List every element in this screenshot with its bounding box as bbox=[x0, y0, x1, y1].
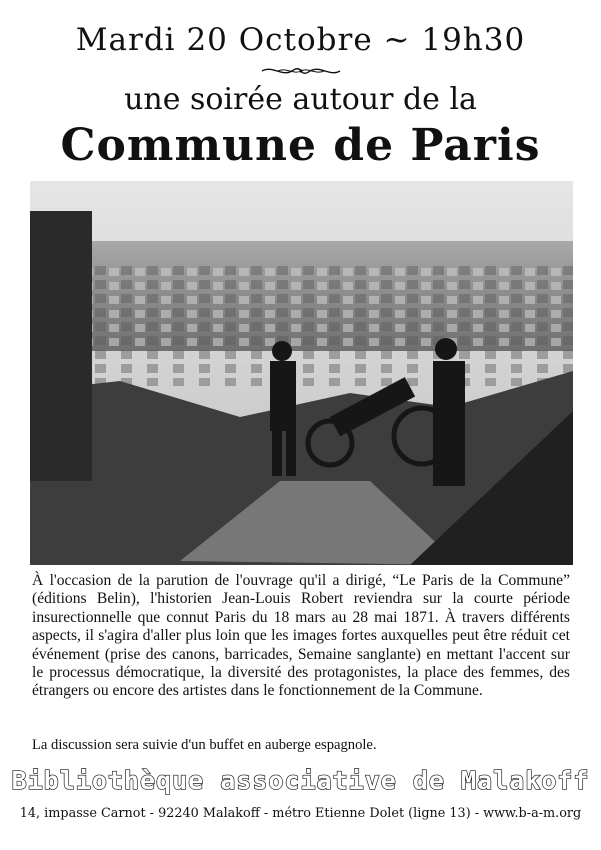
historic-photo bbox=[30, 181, 573, 565]
event-date: Mardi 20 Octobre ~ 19h30 bbox=[75, 22, 526, 58]
flourish-ornament-icon bbox=[258, 64, 344, 78]
library-name: Bibliothèque associative de Malakoff bbox=[11, 766, 590, 795]
buffet-note: La discussion sera suivie d'un buffet en auberge espagnole. bbox=[32, 737, 377, 753]
historic-photo-paris-cannon-icon bbox=[30, 181, 573, 565]
event-subtitle: une soirée autour de la bbox=[124, 82, 477, 117]
event-description: À l'occasion de la parution de l'ouvrage qu'il a dirigé, “Le Paris de la Commune” (éditions Belin), l'historien Jean-Louis Robert reviendra sur la courte période insurectionnelle que connut Paris du 18 mars au 28 mai 1871. À travers différents aspects, il s'agira d'aller plus loin que les images fortes auxquelles peut être réduit cet événement (prise des canons, barricades, Semaine sanglante) en mettant l'accent sur le processus démocratique, la diversité des protagonistes, la place des femmes, des étrangers ou encore des artistes dans le fonctionnement de la Commune. bbox=[32, 572, 570, 700]
library-address: 14, impasse Carnot - 92240 Malakoff - métro Etienne Dolet (ligne 13) - www.b-a-m.org bbox=[19, 806, 582, 821]
event-title: Commune de Paris bbox=[60, 120, 541, 171]
